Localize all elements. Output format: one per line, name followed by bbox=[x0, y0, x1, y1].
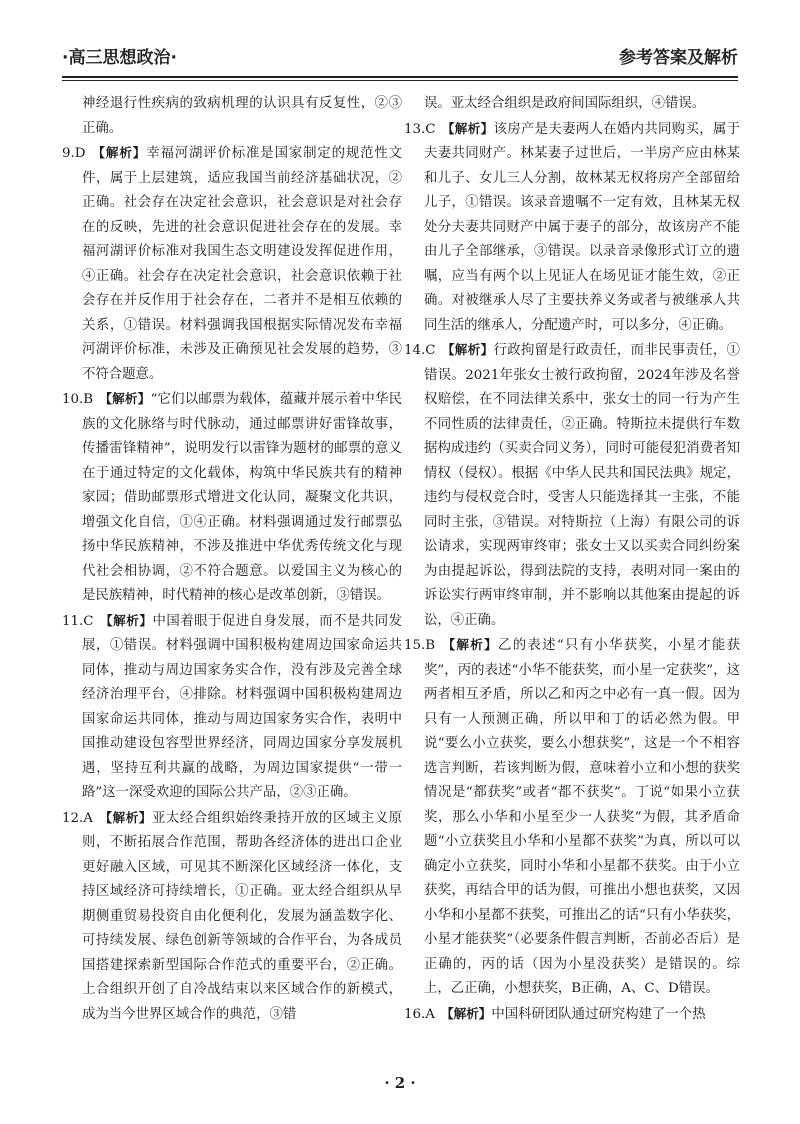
answer-item-16: 16.A 【解析】中国科研团队通过研究构建了一个热 bbox=[404, 1005, 706, 1022]
page-number: · 2 · bbox=[384, 1074, 416, 1092]
answer-item-15: 15.B 【解析】乙的表述“只有小华获奖，小星才能获奖”，丙的表述“小华不能获奖，而小星一定获奖”，这两者相互矛盾，所以乙和丙之中必有一真一假。因为只有一人预测正确，所以甲和丁的话必然为假。甲说“要么小立获奖，要么小想获奖”，这是一个不相容选言判断，若该判断为假，意味着小立和小想的获奖情况是“都获奖”或者“都不获奖”。丁说“如果小立获奖，那么小华和小星至少一人获奖”为假，其矛盾命题“小立获奖且小华和小星都不获奖”为真，所以可以确定小立获奖，同时小华和小星都不获奖。由于小立获奖，再结合甲的话为假，可推出小想也获奖，又因小华和小星都不获奖，可推出乙的话“只有小华获奖，小星才能获奖”（必要条件假言判断，否前必否后）是正确的，丙的话（因为小星没获奖）是错误的。综上，乙正确，小想获奖，B正确，A、C、D错误。 bbox=[404, 637, 740, 996]
answer-item-13: 13.C 【解析】该房产是夫妻两人在婚内共同购买，属于夫妻共同财产。林某妻子过世后，一半房产应由林某和儿子、女儿三人分割，故林某无权将房产全部留给儿子，①错误。该录音遗嘱不一定有效，且林某无权处分夫妻共同财产中属于妻子的部分，故该房产不能由儿子全部继承，③错误。以录音录像形式订立的遗嘱，应当有两个以上见证人在场见证才能生效，②正确。对被继承人尽了主要扶养义务或者与被继承人共同生活的继承人，分配遗产时，可以多分，④正确。 bbox=[404, 120, 740, 333]
header-rule-thin bbox=[62, 80, 738, 81]
answer-item-9: 9.D 【解析】幸福河湖评价标准是国家制定的规范性文件，属于上层建筑，适应我国当前经济基础状况，②正确。社会存在决定社会意识，社会意识是对社会存在的反映，先进的社会意识促进社会存在的发展。幸福河湖评价标准对我国生态文明建设发挥促进作用，④正确。社会存在决定社会意识，社会意识依赖于社会存在并反作用于社会存在，二者并不是相互依赖的关系，①错误。材料强调我国根据实际情况发布幸福河湖评价标准，未涉及正确预见社会发展的趋势，③不符合题意。 bbox=[62, 145, 402, 382]
answer-item-10: 10.B 【解析】“它们以邮票为载体，蕴藏并展示着中华民族的文化脉络与时代脉动，通过邮票讲好雷锋故事，传播雷锋精神”，说明发行以雷锋为题材的邮票的意义在于通过特定的文化载体，构筑中华民族共有的精神家园；借助邮票形式增进文化认同，凝聚文化共识，增强文化自信，①④正确。材料强调通过发行邮票弘扬中华民族精神，不涉及推进中华优秀传统文化与现代社会相协调，②不符合题意。以爱国主义为核心的是民族精神，时代精神的核心是改革创新，③错误。 bbox=[62, 391, 402, 603]
answer-item-12: 12.A 【解析】亚太经合组织始终秉持开放的区域主义原则，不断拓展合作范围，帮助各经济体的进出口企业更好融入区域，可见其不断深化区域经济一体化，支持区域经济可持续增长，①正确。亚太经合组织从早期侧重贸易投资自由化便利化，发展为涵盖数字化、可持续发展、绿色创新等领域的合作平台，为各成员国搭建探索新型国际合作范式的重要平台，②正确。上合组织开创了自冷战结束以来区域合作的新模式，成为当今世界区域合作的典范，③错 bbox=[62, 809, 402, 1022]
answer-item-14: 14.C 【解析】行政拘留是行政责任，而非民事责任，①错误。2021年张女士被行政拘留，2024年涉及名誉权赔偿，在不同法律关系中，张女士的同一行为产生不同性质的法律责任，②正确。特斯拉未提供行车数据构成违约（买卖合同义务），同时可能侵犯消费者知情权（侵权）。根据《中华人民共和国民法典》规定，违约与侵权竞合时，受害人只能选择其一主张，不能同时主张，③错误。对特斯拉（上海）有限公司的诉讼请求，实现两审终审；张女士又以买卖合同纠纷案为由提起诉讼，得到法院的支持，表明对同一案由的诉讼实行两审终审制，并不影响以其他案由提起的诉讼，④正确。 bbox=[404, 342, 740, 628]
header-rule-thick bbox=[62, 76, 738, 78]
continuation-text: 误。亚太经合组织是政府间国际组织，④错误。 bbox=[424, 96, 706, 111]
page-header bbox=[62, 36, 738, 74]
answer-item-11: 11.C 【解析】中国着眼于促进自身发展，而不是共同发展，①错误。材料强调中国积极构建周边国家命运共同体，推动与周边国家务实合作，没有涉及完善全球经济治理平台，④排除。材料强调中国积极构建周边国家命运共同体，推动与周边国家务实合作，表明中国推动建设包容型世界经济，同周边国家分享发展机遇，坚持互利共赢的战略，为周边国家提供“一带一路”这一深受欢迎的国际公共产品，②③正确。 bbox=[62, 612, 402, 800]
header-subject: ·高三思想政治· bbox=[62, 47, 177, 68]
left-column bbox=[62, 92, 402, 1052]
header-section-title: 参考答案及解析 bbox=[619, 47, 738, 68]
right-column bbox=[404, 92, 740, 1052]
continuation-text: 神经退行性疾病的致病机理的认识具有反复性，②③正确。 bbox=[82, 96, 402, 136]
